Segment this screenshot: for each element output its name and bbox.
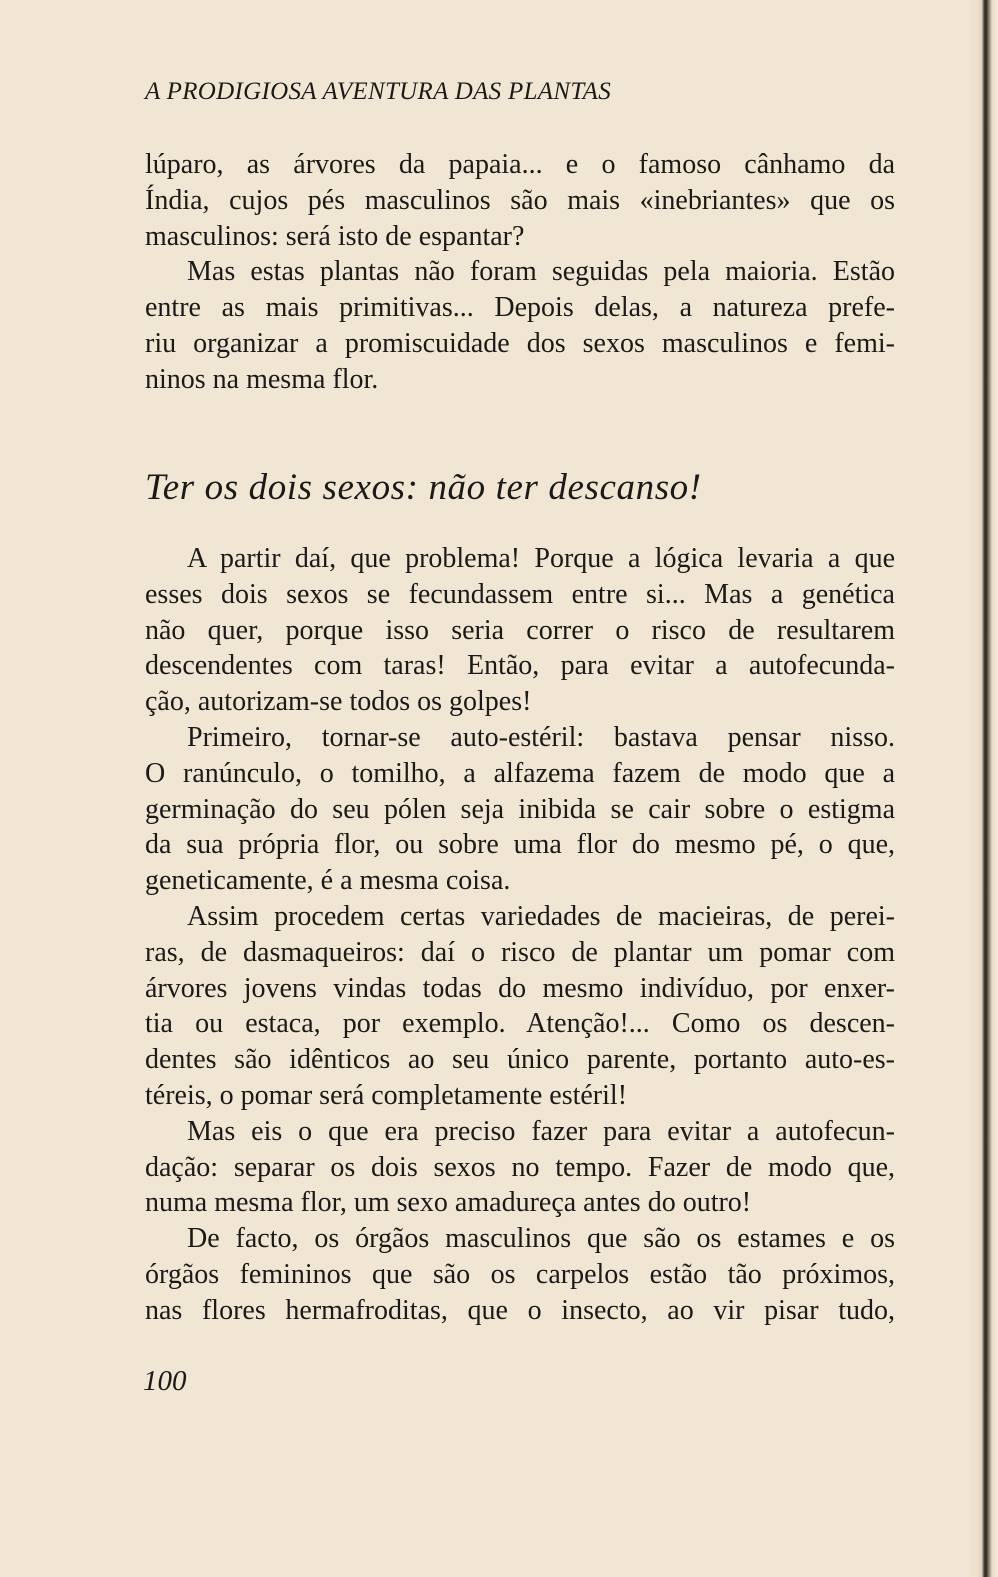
- section-heading: Ter os dois sexos: não ter descanso!: [145, 467, 702, 508]
- text-line: riu organizar a promiscuidade dos sexos masculinos e femi-: [145, 327, 895, 359]
- text-line: dentes são idênticos ao seu único parente, portanto auto-es-: [145, 1044, 895, 1076]
- paragraph: [145, 541, 895, 720]
- text-block-before-heading: [145, 147, 895, 398]
- paragraph: [145, 899, 895, 1114]
- paragraph: [145, 254, 895, 397]
- paragraph: [145, 1221, 895, 1328]
- text-line: dação: separar os dois sexos no tempo. Fazer de modo que,: [145, 1151, 895, 1183]
- text-line: masculinos: será isto de espantar?: [145, 220, 525, 252]
- text-line: árvores jovens vindas todas do mesmo indivíduo, por enxer-: [145, 972, 895, 1004]
- paragraph: [145, 147, 895, 254]
- text-line: ninos na mesma flor.: [145, 363, 379, 395]
- text-line: lúparo, as árvores da papaia... e o famoso cânhamo da: [145, 149, 895, 180]
- text-line: Primeiro, tornar-se auto-estéril: bastava pensar nisso.: [187, 721, 895, 753]
- text-line: ção, autorizam-se todos os golpes!: [145, 686, 532, 718]
- text-line: não quer, porque isso seria correr o risco de resultarem: [145, 614, 895, 646]
- text-line: Assim procedem certas variedades de macieiras, de perei-: [187, 900, 895, 932]
- text-line: ras, de dasmaqueiros: daí o risco de plantar um pomar com: [145, 936, 895, 968]
- page-edge: [970, 0, 998, 1577]
- paragraph: [145, 1114, 895, 1221]
- text-line: numa mesma flor, um sexo amadureça antes do outro!: [145, 1187, 752, 1219]
- text-line: téreis, o pomar será completamente estéril!: [145, 1079, 628, 1111]
- text-line: O ranúnculo, o tomilho, a alfazema fazem de modo que a: [145, 757, 895, 789]
- text-line: da sua própria flor, ou sobre uma flor do mesmo pé, o que,: [145, 829, 895, 861]
- running-head: A PRODIGIOSA AVENTURA DAS PLANTAS: [145, 78, 612, 105]
- text-line: A partir daí, que problema! Porque a lógica levaria a que: [187, 543, 895, 574]
- text-line: descendentes com taras! Então, para evitar a autofecunda-: [145, 650, 895, 682]
- text-line: De facto, os órgãos masculinos que são os estames e os: [187, 1223, 895, 1255]
- text-line: Índia, cujos pés masculinos são mais «inebriantes» que os: [145, 184, 895, 216]
- page-number: 100: [143, 1365, 187, 1397]
- text-line: esses dois sexos se fecundassem entre si... Mas a genética: [145, 578, 895, 610]
- text-block-after-heading: [145, 541, 895, 1329]
- text-line: Mas eis o que era preciso fazer para evitar a autofecun-: [187, 1115, 895, 1147]
- text-line: entre as mais primitivas... Depois delas, a natureza prefe-: [145, 292, 895, 324]
- text-line: nas flores hermafroditas, que o insecto, ao vir pisar tudo,: [145, 1294, 895, 1326]
- text-line: Mas estas plantas não foram seguidas pela maioria. Estão: [187, 256, 895, 288]
- paragraph: [145, 720, 895, 899]
- text-line: germinação do seu pólen seja inibida se cair sobre o estigma: [145, 793, 895, 825]
- text-line: geneticamente, é a mesma coisa.: [145, 865, 511, 897]
- text-line: tia ou estaca, por exemplo. Atenção!... Como os descen-: [145, 1008, 895, 1040]
- text-line: órgãos femininos que são os carpelos estão tão próximos,: [145, 1258, 895, 1290]
